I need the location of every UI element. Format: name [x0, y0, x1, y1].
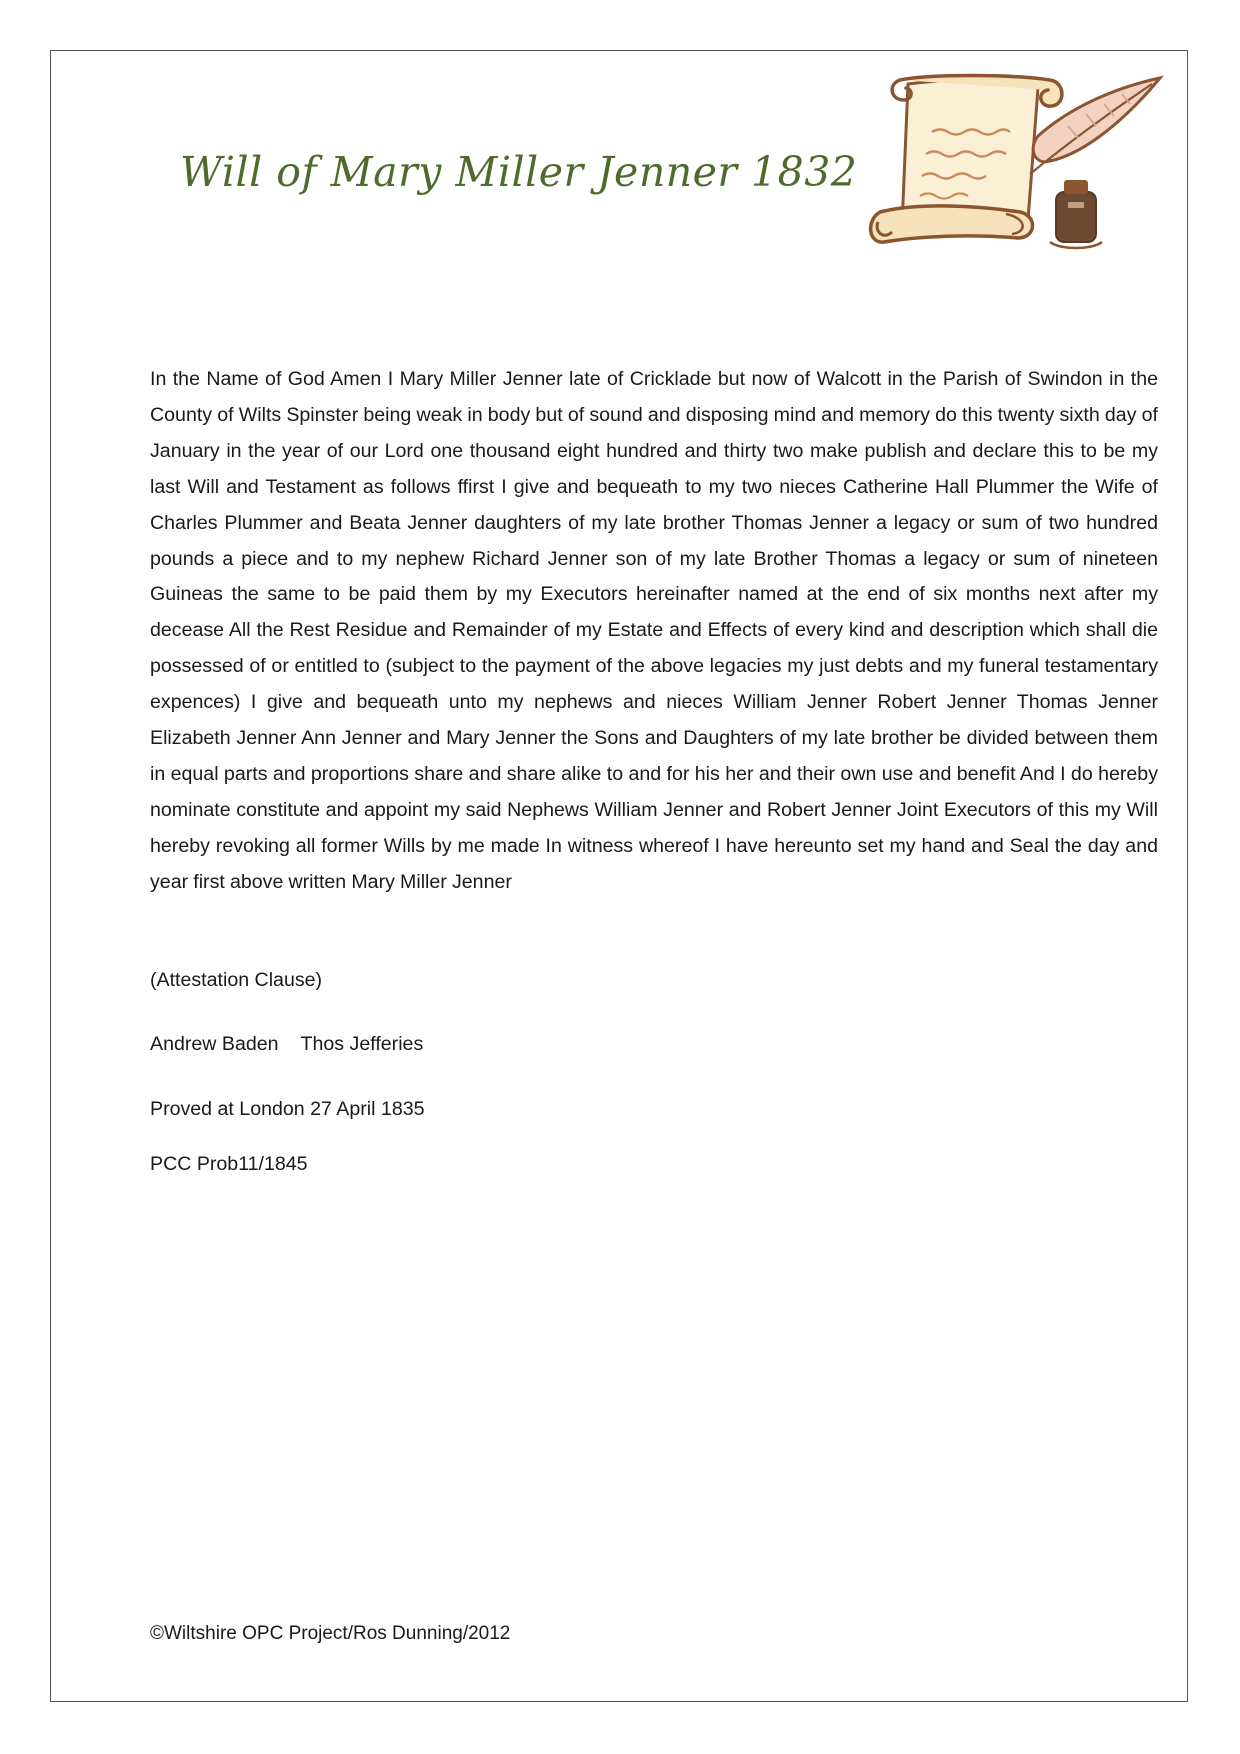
- witness-names: [150, 1033, 423, 1056]
- archive-reference: PCC Prob11/1845: [150, 1153, 308, 1175]
- document-title: Will of Mary Miller Jenner 1832: [180, 148, 858, 196]
- will-body-text: In the Name of God Amen I Mary Miller Jenner late of Cricklade but now of Walcott in the Parish of Swindon in the County of Wilts Spinster being weak in body but of sound and disposing mind and memory do this twenty sixth day of January in the year of our Lord one thousand eight hundred and thirty two make publish and declare this to be my last Will and Testament as follows ffirst I give and bequeath to my two nieces Catherine Hall Plummer the Wife of Charles Plummer and Beata Jenner daughters of my late brother Thomas Jenner a legacy or sum of two hundred pounds a piece and to my nephew Richard Jenner son of my late Brother Thomas a legacy or sum of nineteen Guineas the same to be paid them by my Executors hereinafter named at the end of six months next after my decease All the Rest Residue and Remainder of my Estate and Effects of every kind and description which shall die possessed of or entitled to (subject to the payment of the above legacies my just debts and my funeral testamentary expences) I give and bequeath unto my nephews and nieces William Jenner Robert Jenner Thomas Jenner Elizabeth Jenner Ann Jenner and Mary Jenner the Sons and Daughters of my late brother be divided between them in equal parts and proportions share and share alike to and for his her and their own use and benefit And I do hereby nominate constitute and appoint my said Nephews William Jenner and Robert Jenner Joint Executors of this my Will hereby revoking all former Wills by me made In witness whereof I have hereunto set my hand and Seal the day and year first above written Mary Miller Jenner: [150, 368, 1158, 893]
- copyright-footer: ©Wiltshire OPC Project/Ros Dunning/2012: [150, 1623, 511, 1644]
- inkwell-icon: [1050, 180, 1102, 248]
- probate-statement: Proved at London 27 April 1835: [150, 1098, 425, 1120]
- attestation-clause: (Attestation Clause): [150, 969, 323, 991]
- scroll-quill-inkwell-icon: [860, 70, 1170, 260]
- parchment-scroll-icon: [871, 76, 1062, 243]
- witness-name: Andrew Baden: [150, 1033, 279, 1055]
- witness-name: Thos Jefferies: [300, 1033, 424, 1055]
